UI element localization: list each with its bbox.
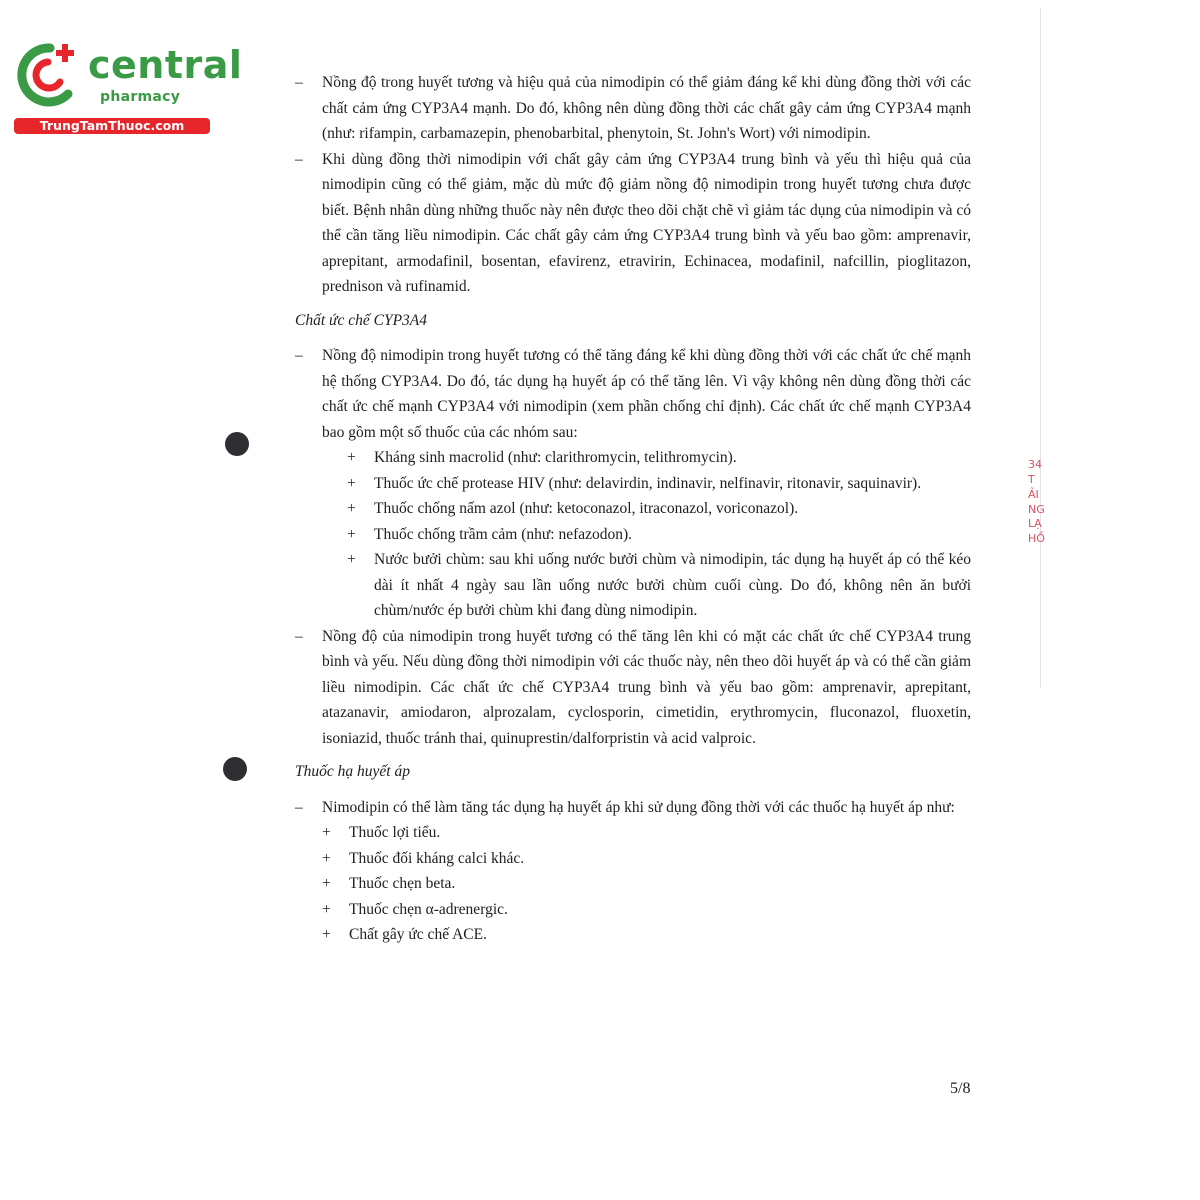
list-item [347, 547, 971, 624]
list-item-text: Kháng sinh macrolid (như: clarithromycin, telithromycin). [374, 449, 737, 466]
list-item-text: Thuốc chống nấm azol (như: ketoconazol, itraconazol, voriconazol). [374, 500, 799, 517]
page-number: 5/8 [950, 1080, 971, 1097]
paragraph-text: Khi dùng đồng thời nimodipin với chất gây cảm ứng CYP3A4 trung bình và yếu thì hiệu quả của nimodipin cũng có thể giảm, mặc dù mức độ giảm nồng độ nimodipin trong huyết tương chưa được biết. Bệnh nhân dùng những thuốc này nên được theo dõi chặt chẽ vì giảm tác dụng của nimodipin và có thể cần tăng liều nimodipin. Các chất gây cảm ứng CYP3A4 trung bình và yếu bao gồm: amprenavir, aprepitant, armodafinil, bosentan, efavirenz, etravirin, Echinacea, modafinil, nafcillin, pioglitazon, prednison và rufinamid. [322, 150, 971, 295]
stamp-text: ẢI [1028, 487, 1039, 501]
dash-bullet: – [295, 798, 303, 816]
paragraph-text: Nimodipin có thể làm tăng tác dụng hạ huyết áp khi sử dụng đồng thời với các thuốc hạ huyết áp như: [322, 798, 955, 816]
paragraph-text: Nồng độ của nimodipin trong huyết tương có thể tăng lên khi có mặt các chất ức chế CYP3A4 trung bình và yếu. Nếu dùng đồng thời nimodipin với các thuốc này, nên theo dõi huyết áp và có thể cần giảm liều nimodipin. Các chất ức chế CYP3A4 trung bình và yếu bao gồm: amprenavir, aprepitant, atazanavir, amiodaron, alprozalam, cyclosporin, cimetidin, erythromycin, fluconazol, fluoxetin, isoniazid, thuốc tránh thai, quinuprestin/dalforpristin và acid valproic. [322, 627, 971, 747]
stamp-fragment [1028, 458, 1050, 547]
stamp-text: HỒ [1028, 532, 1045, 546]
list-item [347, 496, 971, 522]
paragraph-strong-inhibitors [295, 343, 971, 624]
stamp-text: NG [1028, 502, 1045, 516]
logo-brand-name: central [88, 43, 243, 87]
stamp-text: T [1028, 472, 1035, 486]
list-item-text: Nước bưởi chùm: sau khi uống nước bưởi chùm và nimodipin, tác dụng hạ huyết áp có thể kéo dài ít nhất 4 ngày sau lần uống nước bưởi chùm cuối cùng. Do đó, không nên ăn bưởi chùm/nước ép bưởi chùm khi đang dùng nimodipin. [374, 551, 971, 619]
stamp-text: LẠ [1028, 517, 1042, 531]
dash-bullet: – [295, 347, 303, 364]
logo-mark-icon [10, 38, 90, 110]
list-item [347, 445, 971, 471]
plus-bullet: + [322, 849, 331, 867]
inhibitor-groups-list [347, 445, 971, 624]
plus-bullet: + [347, 500, 356, 517]
plus-bullet: + [322, 824, 331, 841]
plus-bullet: + [322, 900, 331, 918]
dash-bullet: – [295, 150, 303, 168]
punch-hole [225, 432, 249, 456]
section-heading-antihypertensive: Thuốc hạ huyết áp [295, 763, 410, 780]
page-edge-line [1040, 8, 1041, 688]
pharmacy-logo [10, 38, 243, 138]
list-item [347, 522, 971, 548]
plus-bullet: + [347, 525, 356, 543]
logo-website: TrungTamThuoc.com [14, 118, 210, 134]
paragraph-moderate-inhibitors [295, 624, 971, 752]
antihypertensive-list [322, 820, 971, 948]
plus-bullet: + [347, 551, 356, 568]
list-item [322, 846, 971, 872]
list-item-text: Thuốc đối kháng calci khác. [349, 849, 525, 867]
plus-bullet: + [347, 474, 356, 492]
list-item-text: Thuốc chẹn beta. [349, 875, 456, 892]
logo-subtitle: pharmacy [100, 89, 181, 105]
dash-bullet: – [295, 74, 303, 91]
paragraph-strong-inducers [295, 70, 971, 147]
list-item-text: Thuốc lợi tiểu. [349, 824, 441, 841]
section-heading-inhibitors: Chất ức chế CYP3A4 [295, 311, 428, 329]
list-item-text: Thuốc chống trầm cảm (như: nefazodon). [374, 525, 633, 543]
list-item [322, 871, 971, 897]
plus-bullet: + [322, 875, 331, 892]
list-item-text: Thuốc chẹn α-adrenergic. [349, 900, 508, 918]
plus-bullet: + [347, 449, 356, 466]
paragraph-moderate-inducers [295, 147, 971, 300]
plus-bullet: + [322, 926, 331, 943]
list-item-text: Thuốc ức chế protease HIV (như: delavirdin, indinavir, nelfinavir, ritonavir, saquinavir). [374, 474, 922, 492]
paragraph-text: Nồng độ nimodipin trong huyết tương có thể tăng đáng kể khi dùng đồng thời với các chất ức chế mạnh hệ thống CYP3A4. Do đó, tác dụng hạ huyết áp có thể tăng lên. Vì vậy không nên dùng đồng thời các chất ức chế mạnh CYP3A4 với nimodipin (xem phần chống chỉ định). Các chất ức chế mạnh CYP3A4 bao gồm một số thuốc của các nhóm sau: [322, 347, 971, 441]
list-item [322, 897, 971, 923]
stamp-text: 34 [1028, 458, 1042, 471]
list-item [322, 820, 971, 846]
paragraph-text: Nồng độ trong huyết tương và hiệu quả của nimodipin có thể giảm đáng kể khi dùng đồng thời với các chất cảm ứng CYP3A4 mạnh. Do đó, không nên dùng đồng thời các chất gây cảm ứng CYP3A4 mạnh (như: rifampin, carbamazepin, phenobarbital, phenytoin, St. John's Wort) với nimodipin. [322, 74, 971, 142]
list-item [347, 471, 971, 497]
document-body [295, 70, 971, 948]
paragraph-antihypertensive [295, 795, 971, 948]
dash-bullet: – [295, 627, 303, 645]
list-item [322, 922, 971, 948]
list-item-text: Chất gây ức chế ACE. [349, 926, 487, 943]
punch-hole [223, 757, 247, 781]
